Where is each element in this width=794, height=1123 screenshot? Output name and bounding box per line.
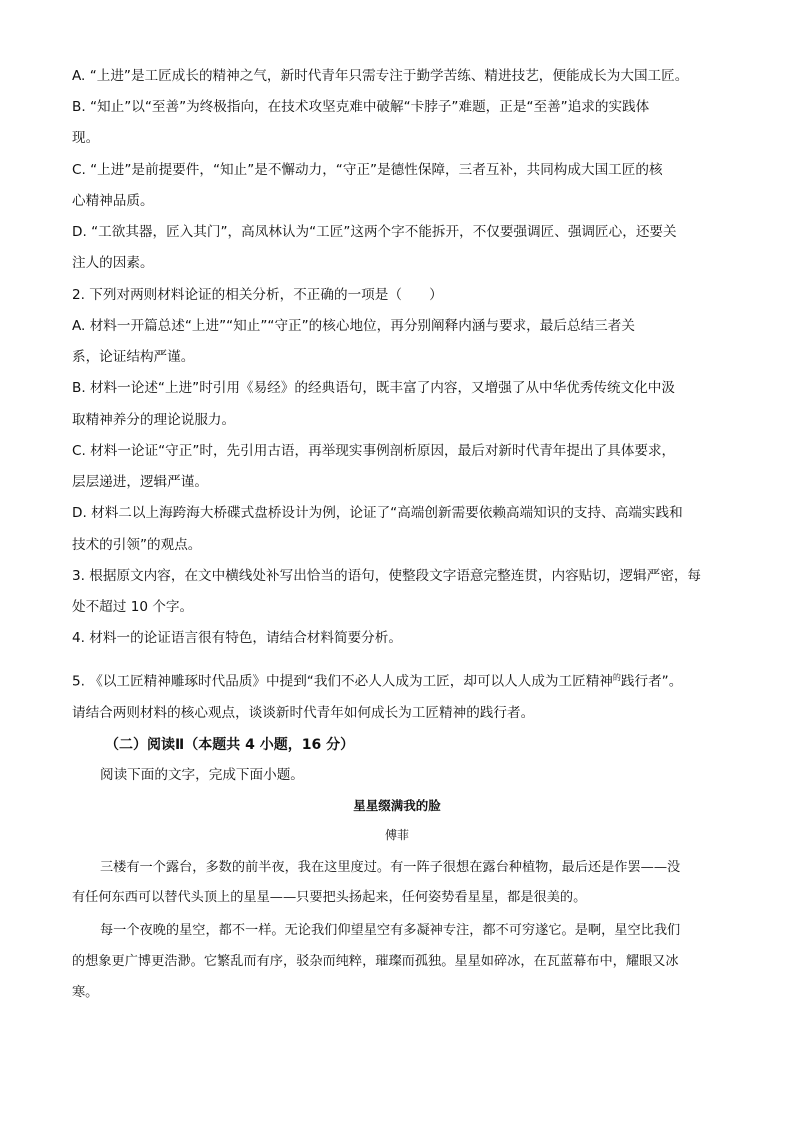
q3-line1: 3. 根据原文内容，在文中横线处补写出恰当的语句，使整段文字语意完整连贯，内容贴切，逻辑严密，每 [72,568,702,584]
article-p2-line3: 寒。 [72,985,99,1000]
q2-option-b-line1: B. 材料一论述“上进”时引用《易经》的经典语句，既丰富了内容，又增强了从中华优秀传统文化中汲 [72,380,675,396]
q1-option-b-line1: B. “知止”以“至善”为终极指向，在技术攻坚克难中破解“卡脖子”难题，正是“至善”追求的实践体 [72,99,650,115]
q2-option-d-line1: D. 材料二以上海跨海大桥碟式盘桥设计为例，论证了“高端创新需要依赖高端知识的支持、高端实践和 [72,505,683,521]
q1-option-c-line2: 心精神品质。 [72,193,154,209]
article-title: 星星缀满我的脸 [353,798,441,813]
article-p2-line2: 的想象更广博更浩渺。它繁乱而有序，驳杂而纯粹，璀璨而孤独。星星如碎冰，在瓦蓝幕布中，耀眼又冰 [72,954,679,969]
q1-option-b-line2: 现。 [72,130,100,146]
q1-option-a: A. “上进”是工匠成长的精神之气，新时代青年只需专注于勤学苦练、精进技艺，便能成长为大国工匠。 [72,68,689,84]
article-p1-line2: 有任何东西可以替代头顶上的星星——只要把头扬起来，任何姿势看星星，都是很美的。 [72,890,587,905]
q5-line1-superscript: 的 [612,673,621,682]
article-author: 傅菲 [384,828,409,842]
q2-option-b-line2: 取精神养分的理论说服力。 [72,412,236,428]
q2-option-a-line1: A. 材料一开篇总述“上进”“知止”“守正”的核心地位，再分别阐释内涵与要求，最后总结三者关 [72,318,635,334]
q5-line1-end: 践行者”。 [620,673,683,690]
article-p2-line1: 每一个夜晚的星空，都不一样。无论我们仰望星空有多凝神专注，都不可穷遂它。是啊，星空比我们 [100,923,681,938]
q1-option-c-line1: C. “上进”是前提要件，“知止”是不懈动力，“守正”是德性保障，三者互补，共同构成大国工匠的核 [72,162,663,178]
q2-option-d-line2: 技术的引领”的观点。 [72,537,202,553]
article-p1-line1: 三楼有一个露台，多数的前半夜，我在这里度过。有一阵子很想在露台种植物，最后还是作罢——没 [100,860,681,875]
q5-line2: 请结合两则材料的核心观点，谈谈新时代青年如何成长为工匠精神的践行者。 [72,705,535,721]
q4-line1: 4. 材料一的论证语言很有特色，请结合材料简要分析。 [72,630,402,646]
q1-option-d-line2: 注人的因素。 [72,255,154,271]
q5-line1-text: 5. 《以工匠精神雕琢时代品质》中提到“我们不必人人成为工匠，却可以人人成为工匠精神 [72,673,613,690]
section-heading: （二）阅读Ⅱ（本题共 4 小题，16 分） [105,737,355,753]
q5-line1 [72,668,732,692]
q1-option-d-line1: D. “工欲其器，匠入其门”，高凤林认为“工匠”这两个字不能拆开，不仅要强调匠、强调匠心，还要关 [72,224,677,240]
q2-option-c-line2: 层层递进，逻辑严谨。 [72,474,208,490]
section-instruction: 阅读下面的文字，完成下面小题。 [100,767,304,783]
q2-stem: 2. 下列对两则材料论证的相关分析，不正确的一项是（ ） [72,287,443,303]
q2-option-a-line2: 系，论证结构严谨。 [72,349,195,365]
q2-option-c-line1: C. 材料一论证“守正”时，先引用古语，再举现实事例剖析原因，最后对新时代青年提出了具体要求， [72,443,676,459]
q3-line2: 处不超过 10 个字。 [72,599,194,615]
